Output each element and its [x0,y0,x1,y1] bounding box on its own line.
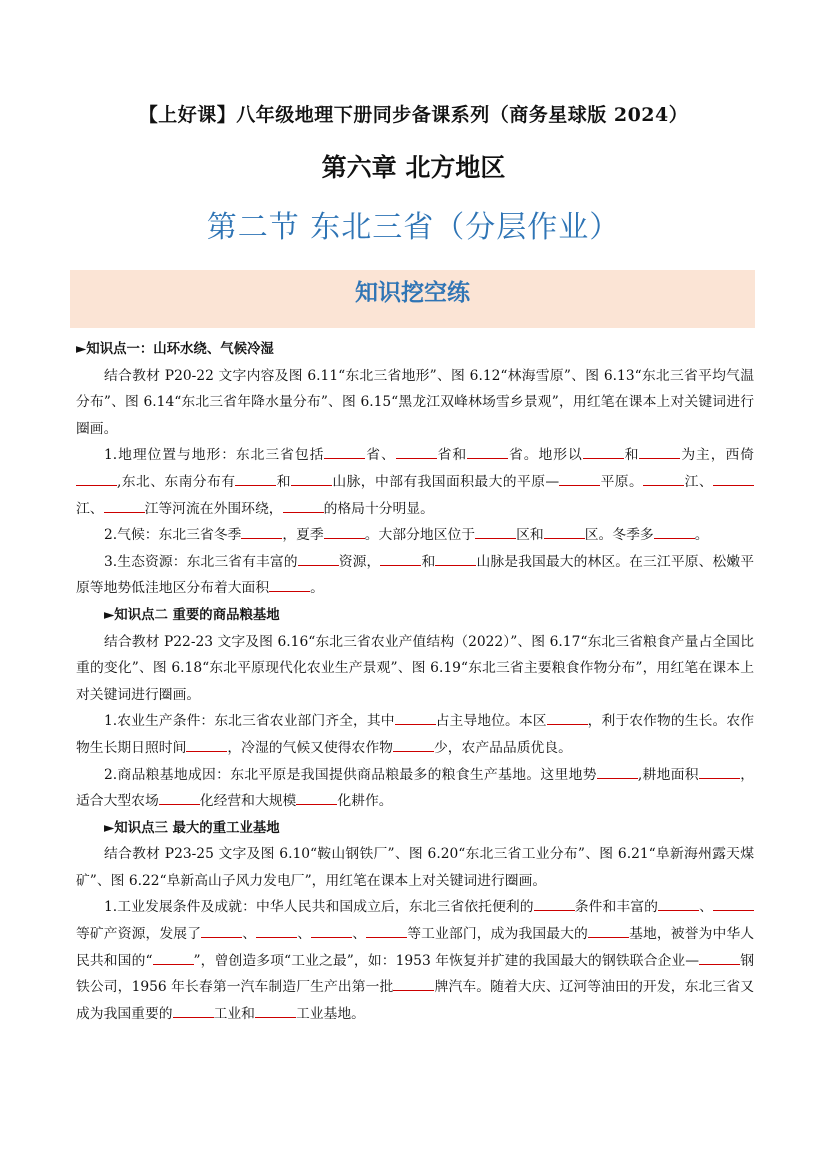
question-text: 省。地形以 [508,447,583,464]
answer-blank[interactable] [366,922,407,938]
answer-blank[interactable] [283,497,324,513]
knowledge-point-3-intro: 结合教材 P23-25 文字及图 6.10“鞍山钢铁厂”、图 6.20“东北三省工业分布”、图 6.21“阜新海州露天煤矿”、图 6.22“阜新高山子风力发电厂”，用红笔在课本上对关键词进行圈画。 [76,846,754,889]
knowledge-point-2-title: ►知识点二 重要的商品粮基地 [104,606,280,623]
answer-blank[interactable] [597,763,638,779]
question-text: 和 [421,553,436,570]
chapter-title: 第六章 北方地区 [321,153,506,182]
exercise-banner: 知识挖空练 [70,270,755,328]
knowledge-point-1-intro: 结合教材 P20-22 文字内容及图 6.11“东北三省地形”、图 6.12“林海雪原”、图 6.13“东北三省平均气温分布”、图 6.14“东北三省年降水量分布”、图 6.15“黑龙江双峰林场雪乡景观”，用红笔在课本上对关键词进行圈画。 [76,367,754,437]
question-text: 省、 [365,447,396,464]
knowledge-point-2-intro: 结合教材 P22-23 文字及图 6.16“东北三省农业产值结构（2022）”、图 6.17“东北三省粮食产量占全国比重的变化”、图 6.18“东北平原现代化农业生产景观”、图 6.19“东北三省主要粮食作物分布”，用红笔在课本上对关键词进行圈画。 [76,633,754,703]
question-text: 1.地理位置与地形：东北三省包括 [104,447,325,464]
question-text: 省和 [436,447,468,464]
answer-blank[interactable] [583,443,624,459]
question-text: ，适合大型农场 [76,766,755,810]
worksheet-content [76,336,754,1027]
question-text: 和 [623,447,640,464]
question-text: 的格局十分明显。 [323,500,434,517]
question-text: 3.生态资源：东北三省有丰富的 [104,553,298,570]
question-text: 江、 [684,473,714,490]
question-text: 、 [297,926,312,943]
question-text: ,耕地面积 [637,766,699,783]
series-title: 【上好课】八年级地理下册同步备课系列（商务星球版 2024） [138,104,689,126]
question-text: 占主导地位。本区 [435,713,547,730]
section-title: 第二节 东北三省（分层作业） [206,210,621,245]
answer-blank[interactable] [76,470,117,486]
question-text: 。 [310,580,324,597]
question-text: 平原。 [600,473,644,490]
answer-blank[interactable] [296,789,337,805]
question-text: 工业基地。 [295,1005,365,1022]
answer-blank[interactable] [173,1002,214,1018]
answer-blank[interactable] [186,736,227,752]
kp1-item-1 [76,442,754,522]
question-text: 。大部分地区位于 [364,527,476,544]
question-text: 为主，西倚 [680,447,755,464]
question-text: 工业和 [213,1005,255,1022]
answer-blank[interactable] [393,975,434,991]
question-text: 1.农业生产条件：东北三省农业部门齐全，其中 [104,713,395,730]
answer-blank[interactable] [241,523,282,539]
answer-blank[interactable] [393,736,434,752]
answer-blank[interactable] [153,949,194,965]
answer-blank[interactable] [475,523,516,539]
question-text: ，冷湿的气候又使得农作物 [227,739,393,756]
question-text: 化经营和大规模 [199,793,297,810]
question-text: 少，农产品品质优良。 [433,739,572,756]
kp3-item-1 [76,894,754,1027]
answer-blank[interactable] [559,470,600,486]
question-text: ”，曾创造多项“工业之最”，如：1953 年恢复并扩建的我国最大的钢铁联合企业— [193,952,700,969]
answer-blank[interactable] [269,576,310,592]
knowledge-point-1-title: ►知识点一：山环水绕、气候冷湿 [76,341,274,357]
question-text: 江、 [76,500,104,517]
answer-blank[interactable] [544,523,585,539]
kp1-item-3 [76,549,754,602]
answer-blank[interactable] [324,523,365,539]
question-text: 2.商品粮基地成因：东北平原是我国提供商品粮最多的粮食生产基地。这里地势 [104,766,597,783]
answer-blank[interactable] [256,922,297,938]
question-text: 2.气候：东北三省冬季 [104,527,242,544]
answer-blank[interactable] [588,922,629,938]
question-text: 、 [699,899,714,916]
answer-blank[interactable] [654,523,695,539]
question-text: ,东北、东南分布有 [117,473,236,490]
question-text: 和 [276,473,291,490]
question-text: 钢铁公司，1956 年长春第一汽车制造厂生产出第一批 [76,952,755,996]
question-text: 等工业部门，成为我国最大的 [407,926,588,943]
answer-blank[interactable] [713,470,754,486]
question-text: 1.工业发展条件及成就：中华人民共和国成立后，东北三省依托便利的 [104,899,534,916]
answer-blank[interactable] [699,949,740,965]
answer-blank[interactable] [311,922,352,938]
answer-blank[interactable] [643,470,684,486]
question-text: 等矿产资源，发展了 [76,926,202,943]
question-text: 条件和丰富的 [574,899,659,916]
answer-blank[interactable] [396,443,437,459]
question-text: 山脉，中部有我国面积最大的平原— [332,473,560,490]
answer-blank[interactable] [639,443,680,459]
answer-blank[interactable] [298,550,339,566]
answer-blank[interactable] [658,895,699,911]
answer-blank[interactable] [255,1002,296,1018]
answer-blank[interactable] [699,763,740,779]
answer-blank[interactable] [395,709,436,725]
question-text: ，利于农作物的生长。农作物生长期日照时间 [76,713,754,756]
answer-blank[interactable] [467,443,508,459]
question-text: 区。冬季多 [584,527,654,544]
question-text: 江等河流在外围环绕， [144,500,283,517]
kp2-item-2 [76,762,754,815]
question-text: 、 [242,926,257,943]
knowledge-point-3-title: ►知识点三 最大的重工业基地 [104,819,280,836]
answer-blank[interactable] [291,470,332,486]
answer-blank[interactable] [324,443,365,459]
question-text: ，夏季 [282,527,324,544]
question-text: 基地，被誉为中华人民共和国的“ [76,926,755,969]
question-text: 山脉是我国最大的林区。在三江平原、松嫩平原等地势低洼地区分布着大面积 [76,553,755,597]
question-text: 区和 [516,527,544,544]
answer-blank[interactable] [235,470,276,486]
answer-blank[interactable] [547,709,588,725]
question-text: 化耕作。 [337,793,393,810]
kp2-item-1 [76,708,754,761]
question-text: 牌汽车。随着大庆、辽河等油田的开发，东北三省又成为我国重要的 [76,979,755,1022]
kp1-item-2 [76,522,754,549]
answer-blank[interactable] [435,550,476,566]
answer-blank[interactable] [201,922,242,938]
question-text: 资源， [338,553,381,570]
answer-blank[interactable] [159,789,200,805]
answer-blank[interactable] [380,550,421,566]
answer-blank[interactable] [104,497,145,513]
question-text: 、 [352,926,367,943]
answer-blank[interactable] [713,895,754,911]
answer-blank[interactable] [534,895,575,911]
question-text: 。 [694,527,709,544]
